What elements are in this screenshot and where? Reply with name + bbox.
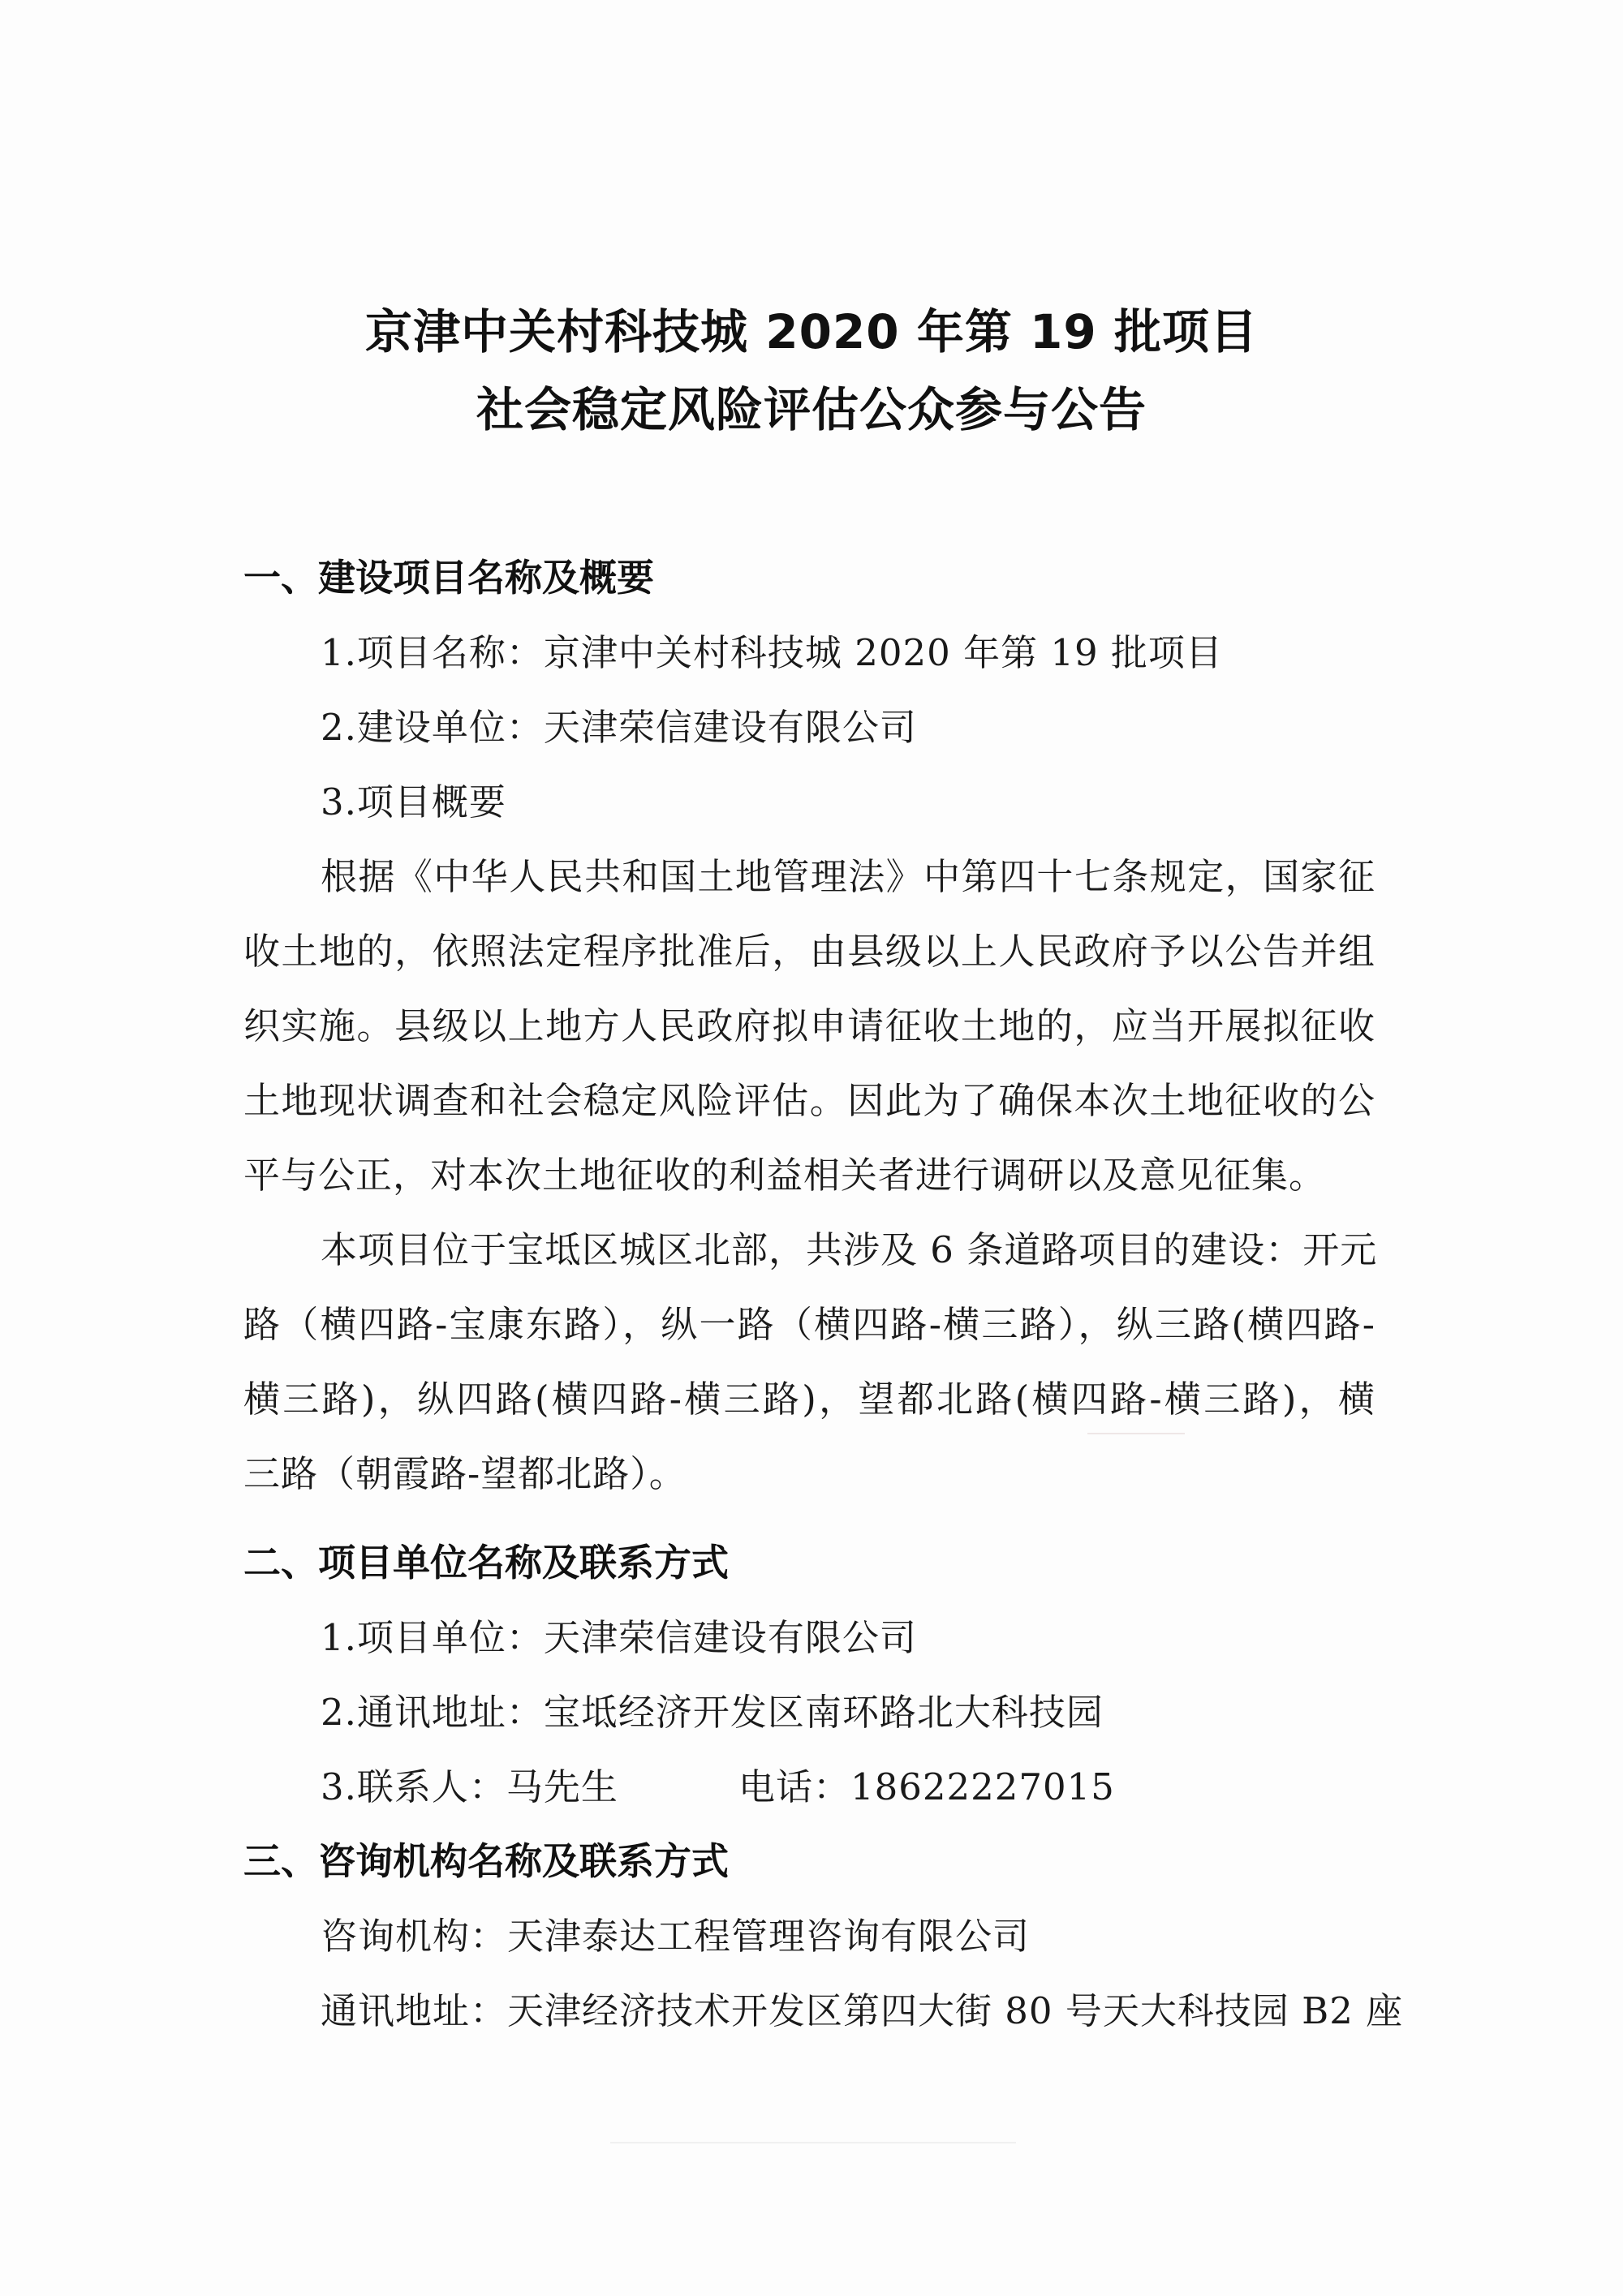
paragraph-1-line-5: 平与公正，对本次土地征收的利益相关者进行调研以及意见征集。	[243, 1154, 1327, 1197]
section-2-item-2: 2.通讯地址：宝坻经济开发区南环路北大科技园	[321, 1691, 1104, 1734]
paragraph-2-line-4: 三路（朝霞路-望都北路）。	[243, 1452, 687, 1495]
paragraph-1-line-1: 根据《中华人民共和国土地管理法》中第四十七条规定，国家征	[321, 855, 1375, 898]
section-1-item-2: 2.建设单位：天津荣信建设有限公司	[321, 706, 917, 749]
paragraph-1-line-3: 织实施。县级以上地方人民政府拟申请征收土地的，应当开展拟征收	[243, 1004, 1375, 1047]
section-2-item-3-phone: 电话：18622227015	[738, 1765, 1115, 1808]
section-3-address: 通讯地址：天津经济技术开发区第四大街 80 号天大科技园 B2 座	[321, 1989, 1404, 2032]
paragraph-1-line-2: 收土地的，依照法定程序批准后，由县级以上人民政府予以公告并组	[243, 930, 1375, 973]
section-3-org: 咨询机构：天津泰达工程管理咨询有限公司	[321, 1915, 1031, 1958]
section-1-heading: 一、建设项目名称及概要	[243, 556, 654, 600]
section-1-item-3: 3.项目概要	[321, 780, 506, 823]
paragraph-2-line-1: 本项目位于宝坻区城区北部，共涉及 6 条道路项目的建设：开元	[321, 1228, 1378, 1271]
paragraph-1-line-4: 土地现状调查和社会稳定风险评估。因此为了确保本次土地征收的公	[243, 1079, 1375, 1122]
section-2-item-3-contact: 3.联系人：马先生	[321, 1765, 618, 1808]
scan-mark	[1087, 1433, 1185, 1434]
section-3-heading: 三、咨询机构名称及联系方式	[243, 1839, 729, 1883]
section-2-heading: 二、项目单位名称及联系方式	[243, 1541, 729, 1584]
paragraph-2-line-2: 路（横四路-宝康东路），纵一路（横四路-横三路），纵三路(横四路-	[243, 1303, 1375, 1346]
paragraph-2-line-3: 横三路)，纵四路(横四路-横三路)，望都北路(横四路-横三路)，横	[243, 1378, 1375, 1421]
title-line-2: 社会稳定风险评估公众参与公告	[476, 382, 1147, 437]
section-2-item-1: 1.项目单位：天津荣信建设有限公司	[321, 1616, 917, 1659]
title-line-1: 京津中关村科技城 2020 年第 19 批项目	[365, 304, 1258, 359]
section-1-item-1: 1.项目名称：京津中关村科技城 2020 年第 19 批项目	[321, 631, 1223, 674]
page-footer-mark	[610, 2142, 1016, 2143]
